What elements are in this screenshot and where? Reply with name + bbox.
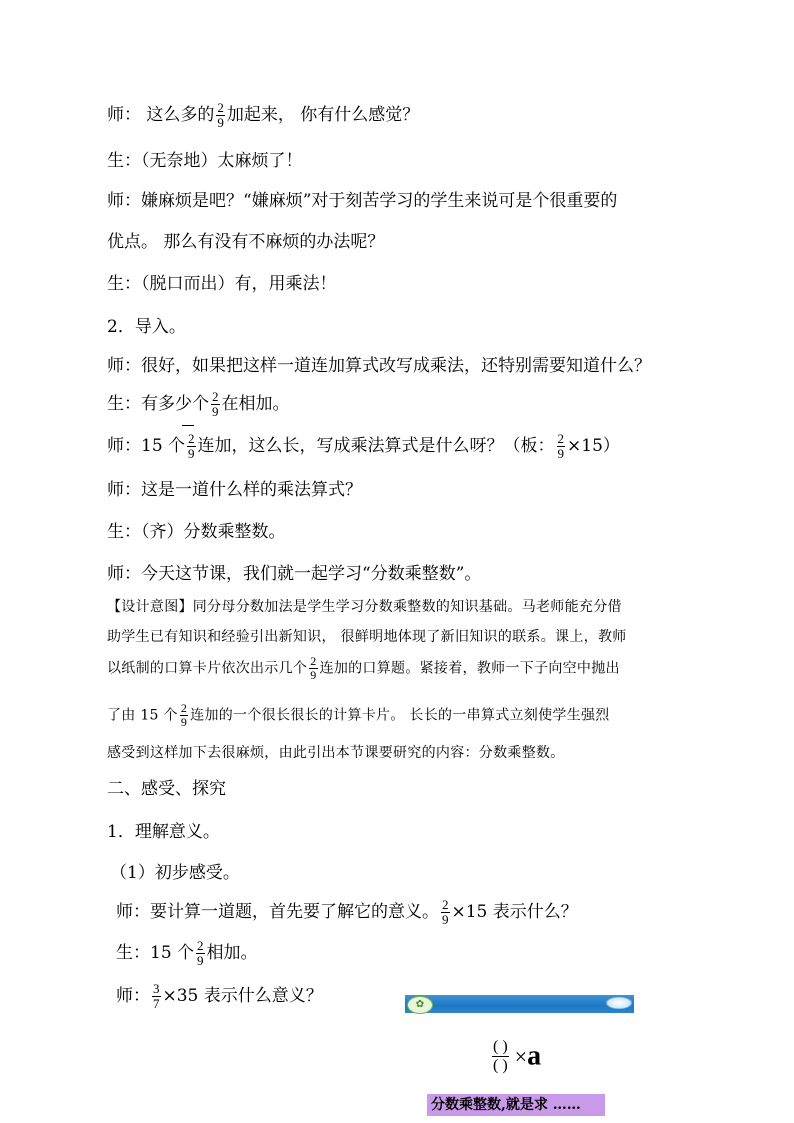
- line-2: 生：（无奈地）太麻烦了！: [107, 151, 303, 171]
- line-13: 二、感受、探究: [107, 779, 226, 799]
- line-3: 师：嫌麻烦是吧？“嫌麻烦”对于刻苦学习的学生来说可是个很重要的: [107, 191, 618, 211]
- line-1: 师： 这么多的 $\frac{2}{9}$ 加起来， 你有什么感觉？: [107, 100, 420, 130]
- line-4: 优点。 那么有没有不麻烦的办法呢？: [107, 232, 385, 252]
- fraction: $\frac{2}{9}$: [310, 654, 317, 682]
- slide-expression: $\frac{( )}{( )}$ ×a: [493, 1038, 542, 1074]
- line-12: 师：今天这节课，我们就一起学习“分数乘整数”。: [107, 564, 482, 584]
- line-14: 1．理解意义。: [107, 822, 220, 842]
- line-9: 师：15 个 $\frac{2}{9}$ 连加，这么长，写成乘法算式是什么呀？（板： $\frac{2}{9}$ ×15）: [107, 431, 620, 461]
- fraction: $\frac{2}{9}$: [197, 938, 204, 968]
- stray-dash: [182, 425, 194, 426]
- line-6: 2．导入。: [107, 317, 186, 337]
- fraction: $\frac{2}{9}$: [217, 100, 224, 130]
- line-7: 师：很好，如果把这样一道连加算式改写成乘法，还特别需要知道什么？: [107, 356, 651, 376]
- note-line-3: 以纸制的口算卡片依次出示几个 $\frac{2}{9}$ 连加的口算题。紧接着，教师一下子向空中抛出: [107, 654, 620, 682]
- note-line-2: 助学生已有知识和经验引出新知识， 很鲜明地体现了新旧知识的联系。课上，教师: [107, 629, 627, 645]
- fraction: $\frac{2}{9}$: [557, 431, 565, 461]
- note-line-5: 感受到这样加下去很麻烦，由此引出本节课要研究的内容：分数乘整数。: [107, 745, 565, 761]
- note-line-4: 了由 15 个 $\frac{2}{9}$ 连加的一个很长很长的计算卡片。 长长的一串算式立刻使学生强烈: [107, 701, 610, 729]
- line-16: 师：要计算一道题，首先要了解它的意义。 $\frac{2}{9}$ ×15 表示什么？: [116, 897, 578, 927]
- line-5: 生：（脱口而出）有，用乘法！: [107, 274, 337, 294]
- blank-fraction: $\frac{( )}{( )}$: [493, 1038, 508, 1074]
- line-10: 师：这是一道什么样的乘法算式？: [107, 480, 362, 500]
- slide-caption-box: 分数乘整数,就是求 ……: [427, 1094, 605, 1116]
- fraction: $\frac{3}{7}$: [153, 981, 160, 1011]
- fraction: $\frac{2}{9}$: [180, 701, 188, 729]
- line-11: 生：（齐）分数乘整数。: [107, 522, 286, 542]
- fraction: $\frac{2}{9}$: [442, 897, 449, 927]
- note-line-1: 【设计意图】同分母分数加法是学生学习分数乘整数的知识基础。马老师能充分借: [107, 599, 622, 615]
- line-8: 生：有多少个 $\frac{2}{9}$ 在相加。: [107, 389, 290, 419]
- slide-title-bar: [405, 995, 634, 1013]
- fraction: $\frac{2}{9}$: [188, 431, 195, 461]
- cloud-decoration: [606, 997, 632, 1009]
- line-17: 生：15 个 $\frac{2}{9}$ 相加。: [116, 938, 258, 968]
- sprout-icon: ✿: [407, 996, 433, 1014]
- line-18: 师： $\frac{3}{7}$ ×35 表示什么意义？: [116, 981, 323, 1011]
- fraction: $\frac{2}{9}$: [212, 389, 219, 419]
- line-15: （1）初步感受。: [110, 863, 240, 883]
